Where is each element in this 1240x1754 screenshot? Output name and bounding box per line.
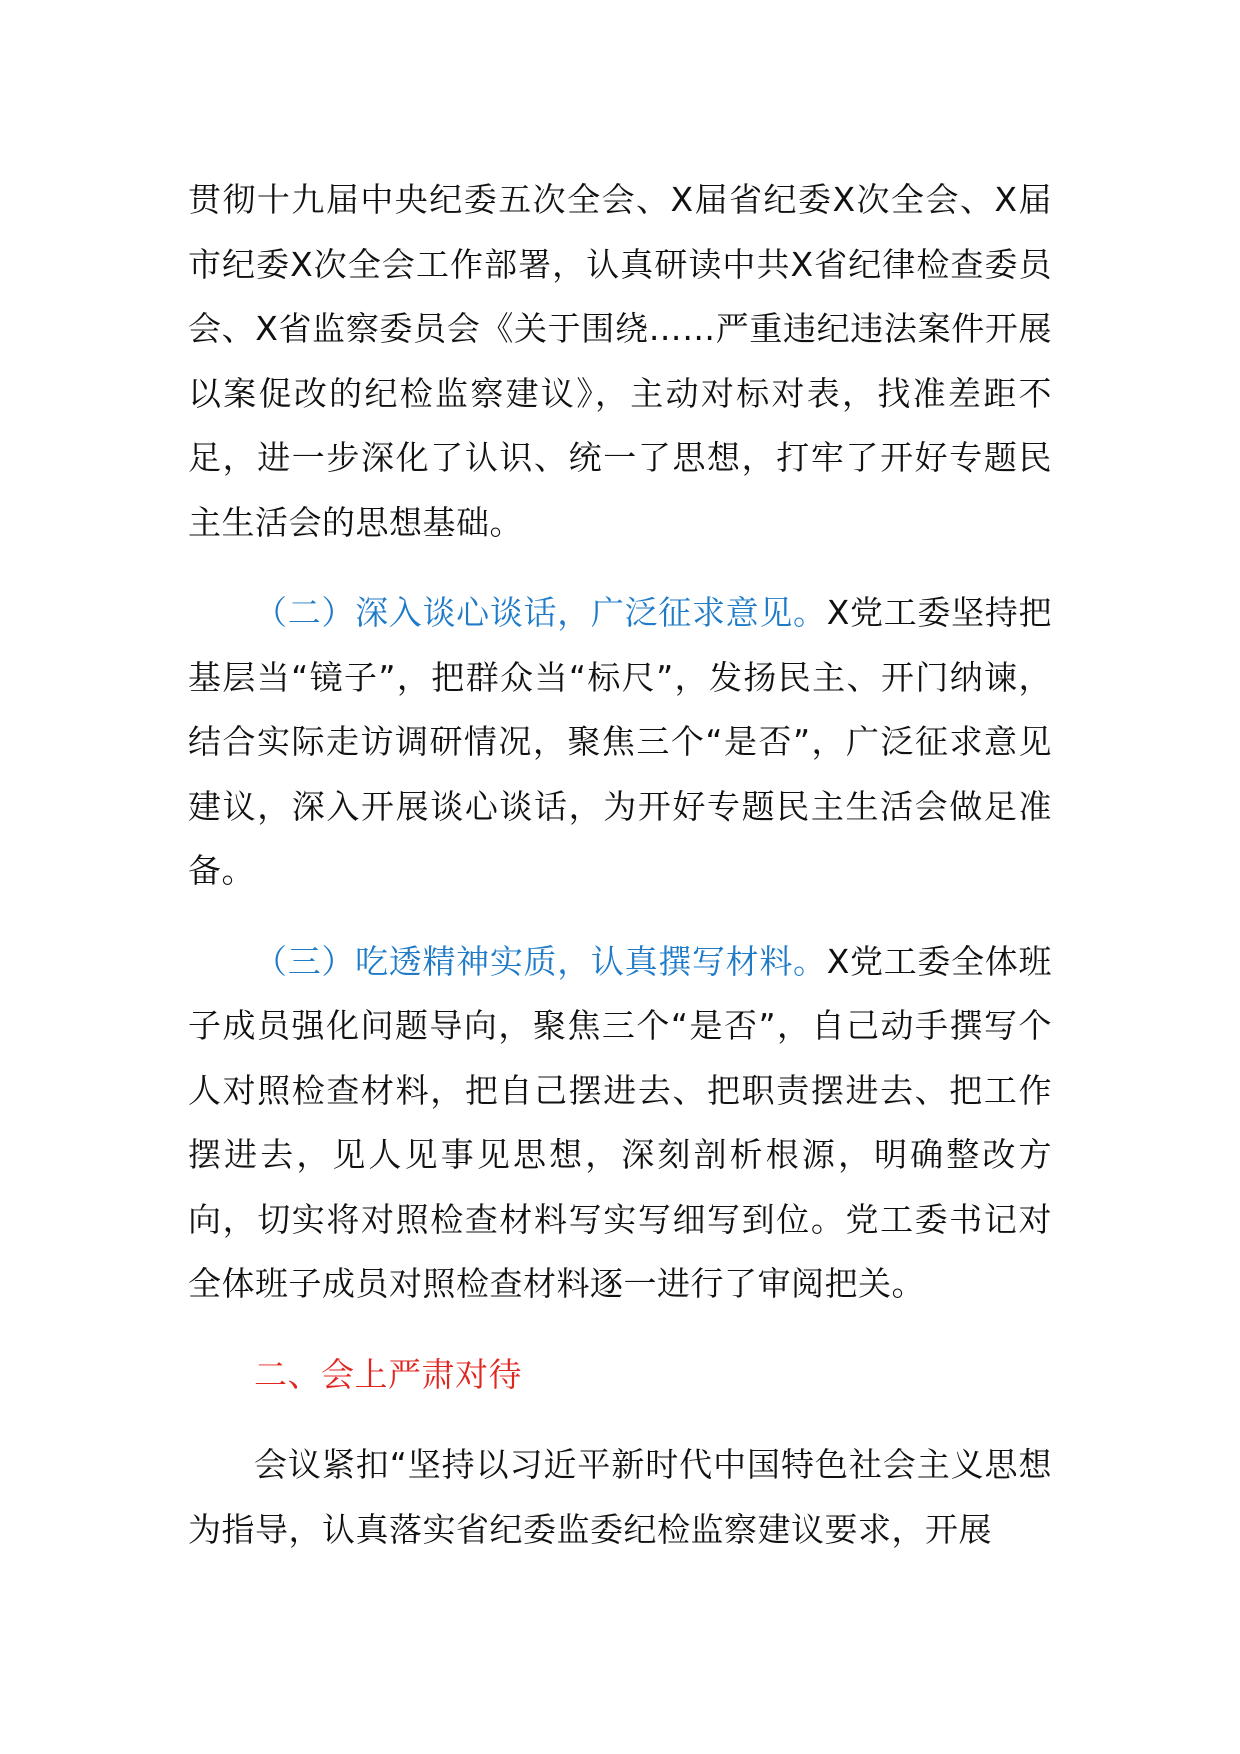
section-2-body: X党工委坚持把基层当“镜子”，把群众当“标尺”，发扬民主、开门纳谏，结合实际走访调研情况，聚焦三个“是否”，广泛征求意见建议，深入开展谈心谈话，为开好专题民主生活会做足准备。 [188, 593, 1053, 890]
section-2-lead: （二）深入谈心谈话，广泛征求意见。 [254, 593, 827, 632]
meeting-paragraph-text: 会议紧扣“坚持以习近平新时代中国特色社会主义思想为指导，认真落实省纪委监委纪检监察建议要求，开展 [188, 1445, 1052, 1549]
paragraph-text: 贯彻十九届中央纪委五次全会、X届省纪委X次全会、X届市纪委X次全会工作部署，认真研读中共X省纪律检查委员会、X省监察委员会《关于围绕……严重违纪违法案件开展以案促改的纪检监察建议》，主动对标对表，找准差距不足，进一步深化了认识、统一了思想，打牢了开好专题民主生活会的思想基础。 [188, 180, 1052, 542]
heading-text: 二、会上严肃对待 [254, 1354, 522, 1394]
section-3-body: X党工委全体班子成员强化问题导向，聚焦三个“是否”，自己动手撰写个人对照检查材料，把自己摆进去、把职责摆进去、把工作摆进去，见人见事见思想，深刻剖析根源，明确整改方向，切实将对照检查材料写实写细写到位。党工委书记对全体班子成员对照检查材料逐一进行了审阅把关。 [188, 941, 1053, 1303]
paragraph-continuation [188, 168, 1052, 555]
section-3-paragraph [188, 930, 1052, 1317]
section-heading [188, 1343, 1052, 1408]
section-2-paragraph [188, 581, 1052, 904]
document-body [188, 168, 1052, 1562]
section-3-lead: （三）吃透精神实质，认真撰写材料。 [254, 941, 827, 981]
meeting-paragraph [188, 1433, 1052, 1562]
